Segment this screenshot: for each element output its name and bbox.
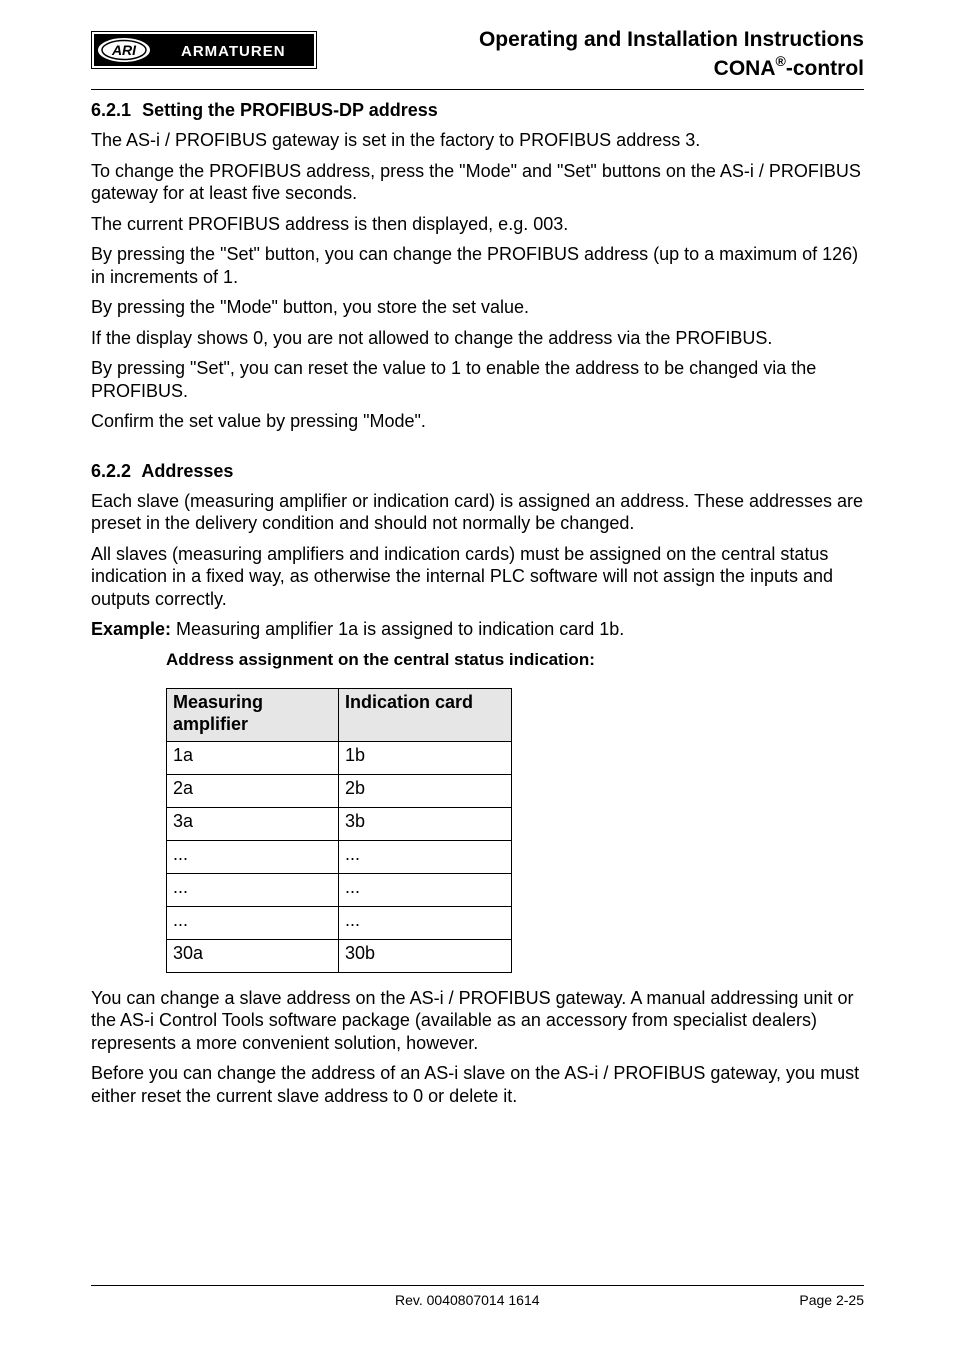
document-title-line2 — [479, 54, 864, 83]
header-divider — [91, 89, 864, 90]
example-text: Measuring amplifier 1a is assigned to indication card 1b. — [171, 619, 625, 639]
table-row — [167, 774, 512, 807]
paragraph: By pressing the "Set" button, you can change the PROFIBUS address (up to a maximum of 126) in increments of 1. — [91, 244, 859, 287]
table-cell: ... — [167, 840, 339, 873]
paragraph: By pressing "Set", you can reset the value to 1 to enable the address to be changed via the PROFIBUS. — [91, 358, 817, 401]
table-cell: 2a — [167, 774, 339, 807]
example-paragraph — [91, 618, 864, 641]
section-heading-6-2-1 — [91, 99, 864, 121]
example-label: Example: — [91, 619, 172, 639]
ari-armaturen-logo-graphic — [91, 31, 317, 69]
table-header-row — [167, 688, 512, 741]
table-cell: ... — [167, 873, 339, 906]
table-cell: 1a — [167, 741, 339, 774]
company-logo — [91, 31, 317, 69]
table-cell: ... — [167, 906, 339, 939]
paragraph: The AS-i / PROFIBUS gateway is set in the factory to PROFIBUS address 3. — [91, 130, 701, 150]
paragraph: If the display shows 0, you are not allowed to change the address via the PROFIBUS. — [91, 327, 773, 348]
table-cell: 2b — [339, 774, 512, 807]
table-row — [167, 939, 512, 972]
table-cell: 30a — [167, 939, 339, 972]
paragraph: Confirm the set value by pressing "Mode". — [91, 411, 426, 431]
section-number: 6.2.2 — [91, 460, 132, 481]
table-caption: Address assignment on the central status indication: — [166, 649, 595, 669]
page-content — [91, 99, 864, 1115]
document-title — [479, 25, 864, 83]
document-title-line1: Operating and Installation Instructions — [478, 28, 864, 51]
page-number: Page 2-25 — [799, 1292, 864, 1308]
revision-number: Rev. 0040807014 1614 — [395, 1292, 540, 1308]
column-header-measuring-amplifier: Measuring amplifier — [167, 688, 339, 741]
table-cell: ... — [339, 873, 512, 906]
paragraph: You can change a slave address on the AS-i / PROFIBUS gateway. A manual addressing unit or the AS-i Control Tools software package (available as an accessory from specialist dealers) represents a more convenient solution, however. — [91, 987, 854, 1053]
table-row — [167, 807, 512, 840]
svg-text:ARI: ARI — [111, 42, 137, 58]
footer-divider — [91, 1285, 864, 1286]
product-suffix: -control — [785, 57, 864, 80]
paragraph: By pressing the "Mode" button, you store the set value. — [91, 297, 530, 317]
paragraph: To change the PROFIBUS address, press the "Mode" and "Set" buttons on the AS-i / PROFIBUS gateway for at least five seconds. — [91, 160, 861, 203]
address-assignment-table — [166, 688, 512, 973]
table-cell: 1b — [339, 741, 512, 774]
section-spacer — [91, 441, 864, 460]
table-row — [167, 873, 512, 906]
post-table-text — [91, 987, 864, 1108]
table-row — [167, 741, 512, 774]
table-row — [167, 840, 512, 873]
table-cell: 30b — [339, 939, 512, 972]
svg-text:ARMATUREN: ARMATUREN — [181, 43, 286, 60]
table-cell: 3a — [167, 807, 339, 840]
section-heading-6-2-2 — [91, 460, 864, 482]
registered-mark: ® — [775, 53, 786, 69]
product-name: CONA — [713, 57, 776, 80]
table-cell: ... — [339, 906, 512, 939]
column-header-indication-card: Indication card — [339, 688, 512, 741]
table-row — [167, 906, 512, 939]
paragraph: Each slave (measuring amplifier or indication card) is assigned an address. These addresses are preset in the delivery condition and should not normally be changed. — [91, 490, 864, 533]
table-cell: ... — [339, 840, 512, 873]
section-number: 6.2.1 — [91, 100, 132, 120]
table-cell: 3b — [339, 807, 512, 840]
paragraph: The current PROFIBUS address is then displayed, e.g. 003. — [91, 213, 569, 234]
section-title: Setting the PROFIBUS-DP address — [142, 100, 438, 120]
paragraph: All slaves (measuring amplifiers and indication cards) must be assigned on the central status indication in a fixed way, as otherwise the internal PLC software will not assign the inputs and outputs correctly. — [91, 543, 834, 609]
section-title: Addresses — [141, 460, 234, 481]
paragraph: Before you can change the address of an AS-i slave on the AS-i / PROFIBUS gateway, you must either reset the current slave address to 0 or delete it. — [91, 1063, 860, 1106]
